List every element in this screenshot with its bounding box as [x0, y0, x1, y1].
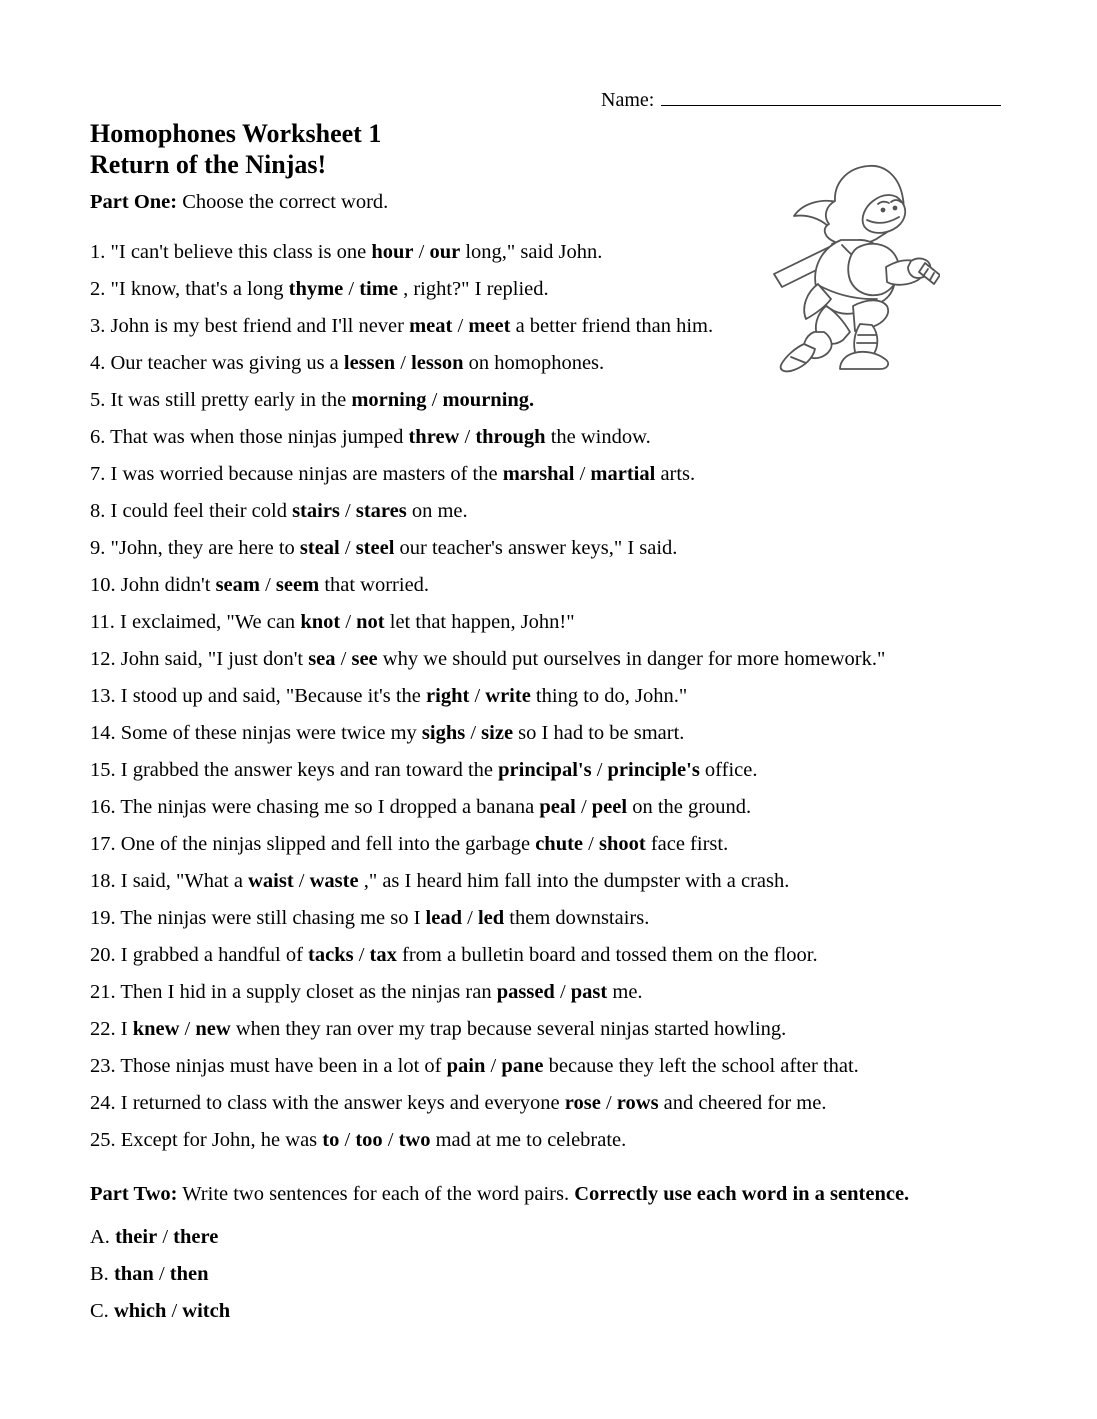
- question-line: [90, 1128, 1040, 1152]
- homophone-option: time: [359, 278, 398, 300]
- homophone-option: steel: [355, 537, 395, 559]
- homophone-option: witch: [182, 1300, 231, 1322]
- question-line: [90, 499, 1040, 523]
- sentence-text: /: [179, 1018, 196, 1040]
- sentence-text: /: [335, 648, 352, 670]
- homophone-option: waste: [309, 870, 359, 892]
- part-one-heading: [90, 190, 1040, 214]
- homophone-option: pane: [501, 1055, 544, 1077]
- sentence-text: I grabbed the answer keys and ran toward the: [120, 759, 499, 781]
- sentence-text: /: [340, 611, 357, 633]
- sentence-text: /: [465, 722, 482, 744]
- homophone-option: peel: [591, 796, 628, 818]
- item-number: 21.: [90, 981, 121, 1003]
- sentence-text: Our teacher was giving us a: [110, 352, 344, 374]
- homophone-option: lessen: [343, 352, 396, 374]
- homophone-option: shoot: [598, 833, 646, 855]
- homophone-option: meat: [409, 315, 453, 337]
- homophone-option: then: [169, 1263, 209, 1285]
- question-line: [90, 647, 1040, 671]
- item-number: 18.: [90, 870, 121, 892]
- sentence-text: a better friend than him.: [510, 315, 714, 337]
- homophone-option: threw: [408, 426, 460, 448]
- sentence-text: /: [259, 574, 276, 596]
- sentence-text: let that happen, John!": [384, 611, 575, 633]
- sentence-text: /: [166, 1300, 183, 1322]
- item-number: 11.: [90, 611, 120, 633]
- sentence-text: /: [153, 1263, 170, 1285]
- sentence-text: It was still pretty early in the: [110, 389, 352, 411]
- item-number: 12.: [90, 648, 121, 670]
- sentence-text: , right?" I replied.: [397, 278, 549, 300]
- homophone-option: waist: [248, 870, 294, 892]
- part-two-instructions-bold: Correctly use each word in a sentence.: [574, 1183, 910, 1205]
- item-number: A.: [90, 1226, 116, 1248]
- item-number: 6.: [90, 426, 111, 448]
- sentence-text: Those ninjas must have been in a lot of: [120, 1055, 447, 1077]
- sentence-text: The ninjas were still chasing me so I: [120, 907, 426, 929]
- homophone-option: rows: [616, 1092, 659, 1114]
- sentence-text: office.: [699, 759, 758, 781]
- sentence-text: "I can't believe this class is one: [110, 241, 372, 263]
- sentence-text: One of the ninjas slipped and fell into the garbage: [120, 833, 536, 855]
- sentence-text: /: [157, 1226, 174, 1248]
- homophone-option: martial: [590, 463, 656, 485]
- sentence-text: me.: [607, 981, 643, 1003]
- homophone-option: too: [355, 1129, 383, 1151]
- homophone-option: seam: [215, 574, 260, 596]
- question-line: [90, 943, 1040, 967]
- sentence-text: I could feel their cold: [110, 500, 293, 522]
- sentence-text: that worried.: [319, 574, 430, 596]
- question-line: [90, 795, 1040, 819]
- homophone-option: tacks: [308, 944, 354, 966]
- question-line: [90, 832, 1040, 856]
- name-blank-line[interactable]: [661, 88, 1001, 106]
- question-line: [90, 721, 1040, 745]
- sentence-text: /: [426, 389, 443, 411]
- item-number: 20.: [90, 944, 121, 966]
- sentence-text: Some of these ninjas were twice my: [120, 722, 422, 744]
- item-number: 9.: [90, 537, 111, 559]
- question-line: [90, 351, 1040, 375]
- sentence-text: on me.: [406, 500, 468, 522]
- sentence-text: John didn't: [120, 574, 216, 596]
- worksheet-title: Homophones Worksheet 1: [90, 119, 382, 148]
- sentence-text: /: [293, 870, 310, 892]
- homophone-option: meet: [468, 315, 511, 337]
- item-number: 17.: [90, 833, 121, 855]
- sentence-text: our teacher's answer keys," I said.: [394, 537, 678, 559]
- sentence-text: /: [339, 1129, 356, 1151]
- sentence-text: I: [120, 1018, 133, 1040]
- homophone-option: right: [426, 685, 470, 707]
- word-pairs-list: [90, 1225, 1040, 1323]
- sentence-text: thing to do, John.": [530, 685, 688, 707]
- question-line: [90, 1091, 1040, 1115]
- question-line: [90, 906, 1040, 930]
- sentence-text: /: [339, 500, 356, 522]
- sentence-text: /: [575, 796, 592, 818]
- sentence-text: on homophones.: [463, 352, 605, 374]
- sentence-text: I grabbed a handful of: [120, 944, 309, 966]
- part-one-label: Part One:: [90, 191, 178, 213]
- item-number: 8.: [90, 500, 111, 522]
- sentence-text: Then I hid in a supply closet as the ninjas ran: [120, 981, 497, 1003]
- item-number: 15.: [90, 759, 121, 781]
- question-line: [90, 758, 1040, 782]
- question-line: [90, 240, 1040, 264]
- homophone-option: rose: [564, 1092, 601, 1114]
- sentence-text: /: [452, 315, 469, 337]
- homophone-option: chute: [535, 833, 584, 855]
- homophone-option: sighs: [421, 722, 466, 744]
- sentence-text: /: [574, 463, 591, 485]
- question-line: [90, 869, 1040, 893]
- homophone-option: write: [485, 685, 531, 707]
- homophone-option: which: [113, 1300, 167, 1322]
- sentence-text: /: [600, 1092, 617, 1114]
- item-number: C.: [90, 1300, 114, 1322]
- sentence-text: /: [353, 944, 370, 966]
- item-number: 16.: [90, 796, 121, 818]
- homophone-option: peal: [539, 796, 576, 818]
- sentence-text: long," said John.: [460, 241, 603, 263]
- sentence-text: /: [462, 907, 478, 929]
- name-row: [601, 88, 1001, 112]
- homophone-option: our: [429, 241, 461, 263]
- worksheet-content: [90, 118, 1040, 1336]
- homophone-option: seem: [275, 574, 320, 596]
- homophone-option: size: [481, 722, 514, 744]
- sentence-text: ," as I heard him fall into the dumpster with a crash.: [358, 870, 790, 892]
- homophone-option: marshal: [502, 463, 575, 485]
- question-line: [90, 462, 1040, 486]
- questions-list: [90, 240, 1040, 1152]
- homophone-option: led: [477, 907, 505, 929]
- homophone-option: mourning.: [442, 389, 535, 411]
- question-line: [90, 425, 1040, 449]
- homophone-option: not: [356, 611, 385, 633]
- part-one-instructions: Choose the correct word.: [182, 191, 389, 213]
- question-line: [90, 277, 1040, 301]
- sentence-text: /: [395, 352, 412, 374]
- homophone-option: than: [113, 1263, 154, 1285]
- sentence-text: /: [459, 426, 476, 448]
- sentence-text: /: [485, 1055, 502, 1077]
- question-line: [90, 573, 1040, 597]
- item-number: 24.: [90, 1092, 121, 1114]
- item-number: 10.: [90, 574, 121, 596]
- homophone-option: principal's: [498, 759, 592, 781]
- sentence-text: /: [413, 241, 430, 263]
- homophone-option: principle's: [607, 759, 700, 781]
- homophone-option: new: [195, 1018, 231, 1040]
- homophone-option: stairs: [292, 500, 340, 522]
- sentence-text: so I had to be smart.: [513, 722, 685, 744]
- item-number: 14.: [90, 722, 121, 744]
- homophone-option: their: [115, 1226, 158, 1248]
- sentence-text: arts.: [655, 463, 696, 485]
- sentence-text: when they ran over my trap because several ninjas started howling.: [230, 1018, 787, 1040]
- item-number: 2.: [90, 278, 111, 300]
- homophone-option: thyme: [288, 278, 344, 300]
- item-number: 1.: [90, 241, 111, 263]
- question-line: [90, 388, 1040, 412]
- homophone-option: lead: [425, 907, 462, 929]
- sentence-text: face first.: [645, 833, 729, 855]
- sentence-text: them downstairs.: [504, 907, 650, 929]
- question-line: [90, 610, 1040, 634]
- part-two-heading: [90, 1182, 1040, 1206]
- homophone-option: pain: [446, 1055, 486, 1077]
- sentence-text: mad at me to celebrate.: [430, 1129, 627, 1151]
- item-number: 23.: [90, 1055, 121, 1077]
- homophone-option: there: [173, 1226, 219, 1248]
- homophone-option: through: [475, 426, 546, 448]
- sentence-text: I stood up and said, "Because it's the: [120, 685, 427, 707]
- name-label: Name:: [601, 89, 655, 111]
- item-number: 4.: [90, 352, 111, 374]
- homophone-option: sea: [308, 648, 336, 670]
- sentence-text: I was worried because ninjas are masters of the: [110, 463, 503, 485]
- question-line: [90, 1017, 1040, 1041]
- homophone-option: see: [351, 648, 378, 670]
- homophone-option: past: [570, 981, 608, 1003]
- sentence-text: John said, "I just don't: [120, 648, 309, 670]
- part-two-label: Part Two:: [90, 1183, 178, 1205]
- item-number: 13.: [90, 685, 121, 707]
- question-line: [90, 684, 1040, 708]
- word-pair-line: [90, 1225, 1040, 1249]
- sentence-text: Except for John, he was: [120, 1129, 323, 1151]
- sentence-text: /: [343, 278, 360, 300]
- word-pair-line: [90, 1262, 1040, 1286]
- sentence-text: /: [339, 537, 356, 559]
- item-number: 22.: [90, 1018, 121, 1040]
- homophone-option: to: [322, 1129, 340, 1151]
- sentence-text: because they left the school after that.: [543, 1055, 859, 1077]
- homophone-option: steal: [299, 537, 340, 559]
- item-number: 19.: [90, 907, 121, 929]
- item-number: 7.: [90, 463, 111, 485]
- sentence-text: John is my best friend and I'll never: [110, 315, 410, 337]
- sentence-text: why we should put ourselves in danger for more homework.": [377, 648, 886, 670]
- question-line: [90, 980, 1040, 1004]
- sentence-text: and cheered for me.: [658, 1092, 827, 1114]
- item-number: 5.: [90, 389, 111, 411]
- sentence-text: I exclaimed, "We can: [120, 611, 301, 633]
- sentence-text: I said, "What a: [120, 870, 249, 892]
- sentence-text: "John, they are here to: [110, 537, 300, 559]
- homophone-option: two: [398, 1129, 431, 1151]
- sentence-text: That was when those ninjas jumped: [110, 426, 409, 448]
- item-number: B.: [90, 1263, 114, 1285]
- item-number: 25.: [90, 1129, 121, 1151]
- sentence-text: /: [554, 981, 571, 1003]
- question-line: [90, 1054, 1040, 1078]
- sentence-text: /: [469, 685, 486, 707]
- sentence-text: the window.: [545, 426, 651, 448]
- part-two-instructions: Write two sentences for each of the word pairs.: [182, 1183, 570, 1205]
- question-line: [90, 314, 1040, 338]
- homophone-option: hour: [371, 241, 414, 263]
- homophone-option: morning: [351, 389, 427, 411]
- homophone-option: knot: [300, 611, 341, 633]
- homophone-option: passed: [496, 981, 555, 1003]
- sentence-text: /: [583, 833, 599, 855]
- word-pair-line: [90, 1299, 1040, 1323]
- homophone-option: lesson: [411, 352, 464, 374]
- worksheet-subtitle: Return of the Ninjas!: [90, 150, 327, 179]
- sentence-text: "I know, that's a long: [110, 278, 289, 300]
- sentence-text: on the ground.: [627, 796, 752, 818]
- question-line: [90, 536, 1040, 560]
- homophone-option: stares: [355, 500, 407, 522]
- item-number: 3.: [90, 315, 111, 337]
- sentence-text: I returned to class with the answer keys and everyone: [120, 1092, 565, 1114]
- sentence-text: /: [382, 1129, 399, 1151]
- homophone-option: tax: [369, 944, 397, 966]
- sentence-text: The ninjas were chasing me so I dropped a banana: [120, 796, 540, 818]
- homophone-option: knew: [132, 1018, 180, 1040]
- sentence-text: /: [591, 759, 608, 781]
- sentence-text: from a bulletin board and tossed them on the floor.: [396, 944, 818, 966]
